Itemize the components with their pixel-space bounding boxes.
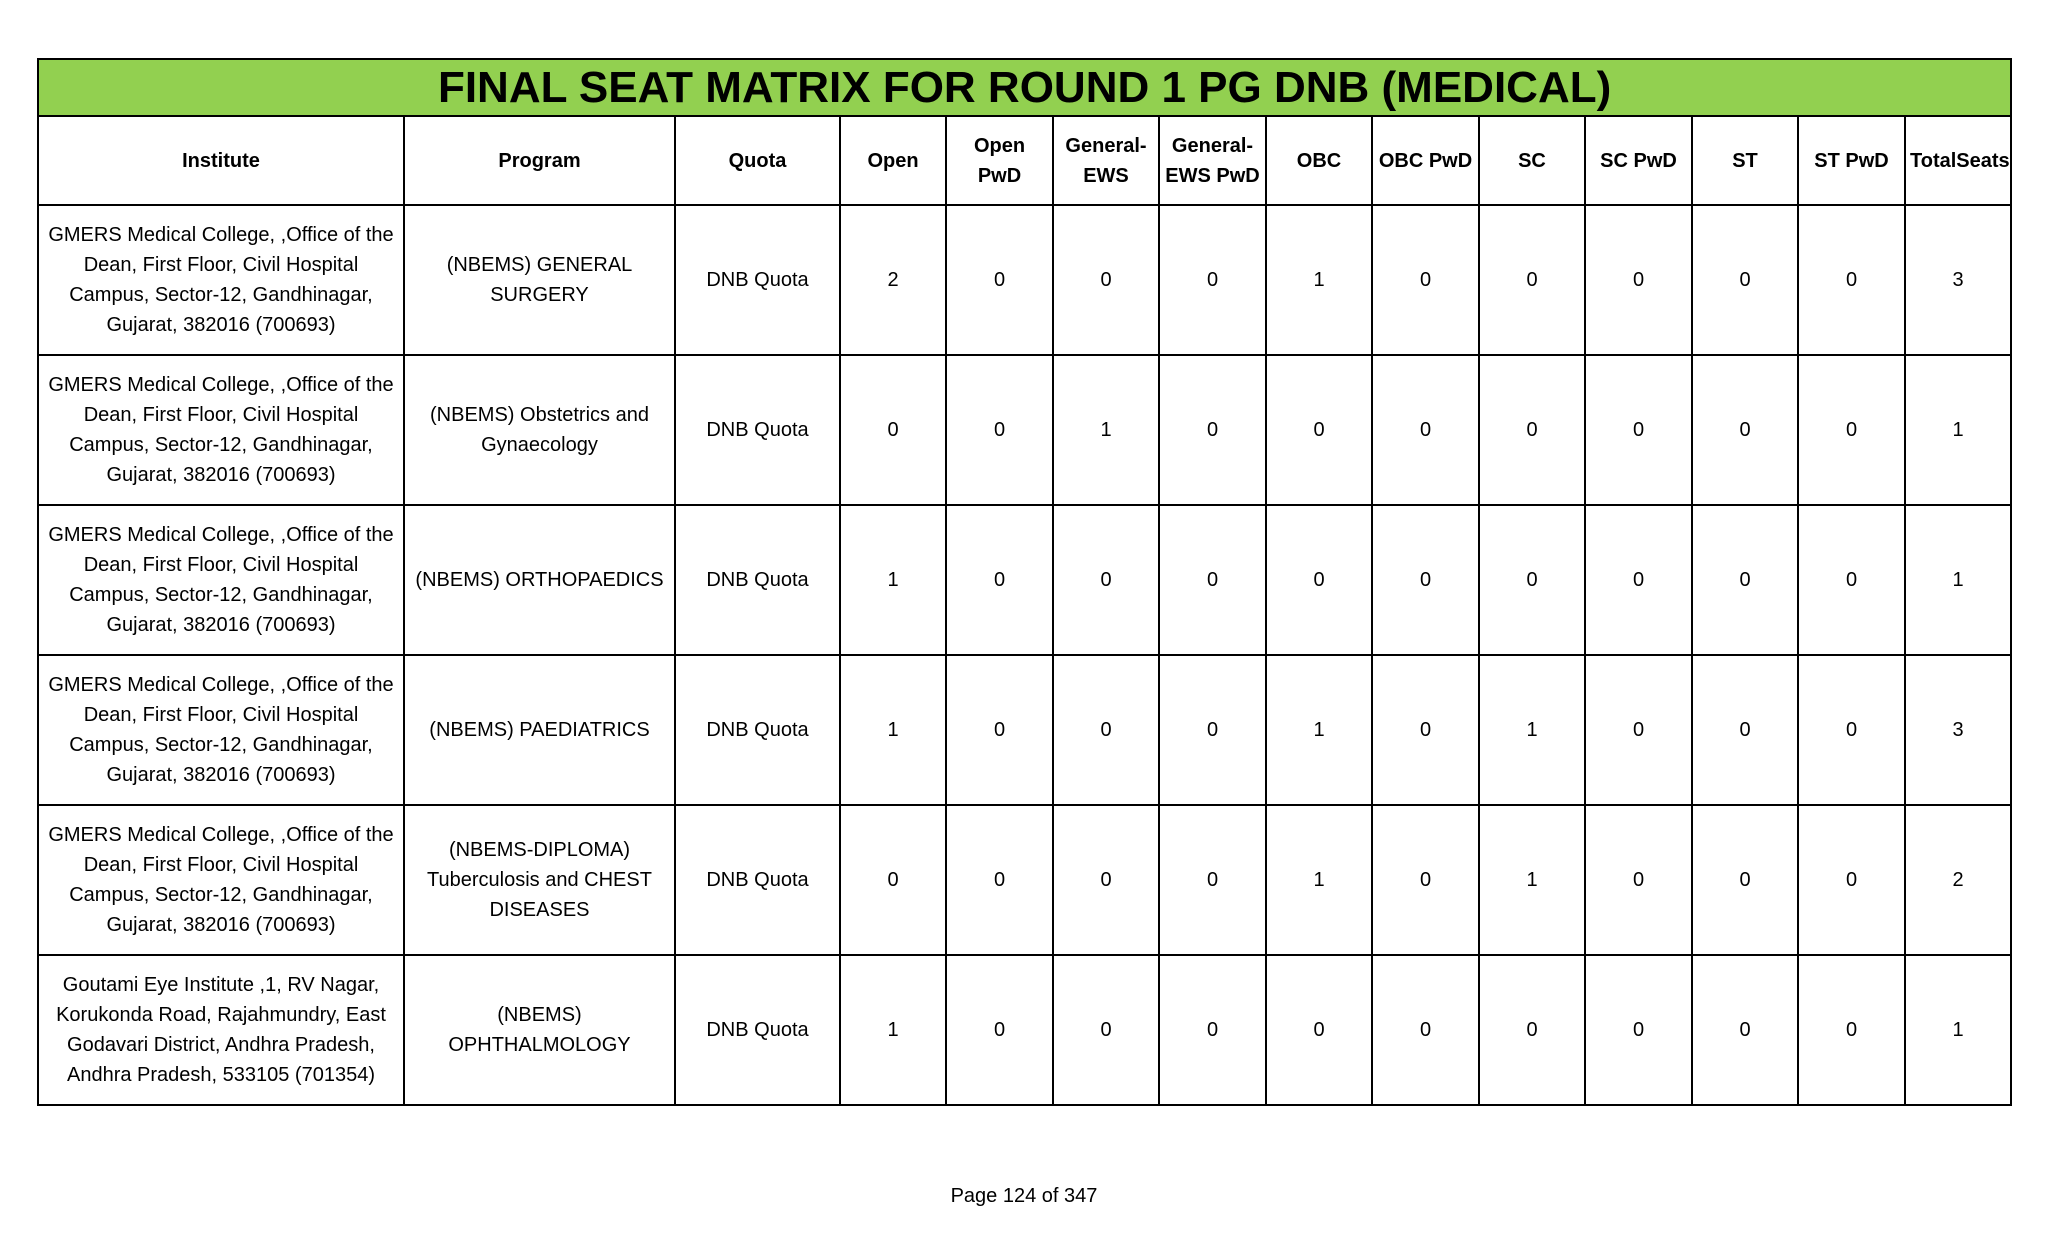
- cell-obc-pwd: 0: [1372, 205, 1479, 355]
- cell-obc-pwd: 0: [1372, 805, 1479, 955]
- cell-program: (NBEMS) ORTHOPAEDICS: [404, 505, 675, 655]
- cell-st: 0: [1692, 655, 1798, 805]
- cell-general-ews: 0: [1053, 805, 1159, 955]
- table-row: [38, 655, 2011, 805]
- cell-st-pwd: 0: [1798, 205, 1905, 355]
- cell-st: 0: [1692, 355, 1798, 505]
- cell-total-seats: 3: [1905, 655, 2011, 805]
- cell-quota: DNB Quota: [675, 655, 840, 805]
- cell-institute: GMERS Medical College, ,Office of the Dean, First Floor, Civil Hospital Campus, Sector-12, Gandhinagar, Gujarat, 382016 (700693): [38, 655, 404, 805]
- cell-obc-pwd: 0: [1372, 505, 1479, 655]
- cell-general-ews-pwd: 0: [1159, 505, 1266, 655]
- cell-obc-pwd: 0: [1372, 355, 1479, 505]
- cell-sc-pwd: 0: [1585, 505, 1692, 655]
- table-row: [38, 205, 2011, 355]
- cell-obc: 1: [1266, 655, 1372, 805]
- cell-st: 0: [1692, 205, 1798, 355]
- cell-institute: GMERS Medical College, ,Office of the Dean, First Floor, Civil Hospital Campus, Sector-12, Gandhinagar, Gujarat, 382016 (700693): [38, 205, 404, 355]
- cell-open-pwd: 0: [946, 805, 1053, 955]
- cell-open: 0: [840, 355, 946, 505]
- cell-sc: 1: [1479, 805, 1585, 955]
- cell-st-pwd: 0: [1798, 505, 1905, 655]
- header-row: [38, 116, 2011, 205]
- cell-sc: 0: [1479, 955, 1585, 1105]
- cell-st: 0: [1692, 805, 1798, 955]
- cell-program: (NBEMS) GENERAL SURGERY: [404, 205, 675, 355]
- cell-obc: 1: [1266, 805, 1372, 955]
- header-sc: SC: [1479, 116, 1585, 205]
- cell-st-pwd: 0: [1798, 805, 1905, 955]
- cell-obc: 0: [1266, 355, 1372, 505]
- cell-institute: Goutami Eye Institute ,1, RV Nagar, Korukonda Road, Rajahmundry, East Godavari District, Andhra Pradesh, Andhra Pradesh, 533105 (701354): [38, 955, 404, 1105]
- cell-sc: 0: [1479, 505, 1585, 655]
- cell-general-ews: 0: [1053, 205, 1159, 355]
- cell-open-pwd: 0: [946, 355, 1053, 505]
- cell-quota: DNB Quota: [675, 205, 840, 355]
- header-sc-pwd: SC PwD: [1585, 116, 1692, 205]
- cell-institute: GMERS Medical College, ,Office of the Dean, First Floor, Civil Hospital Campus, Sector-12, Gandhinagar, Gujarat, 382016 (700693): [38, 355, 404, 505]
- cell-quota: DNB Quota: [675, 355, 840, 505]
- cell-program: (NBEMS) Obstetrics and Gynaecology: [404, 355, 675, 505]
- cell-general-ews: 0: [1053, 955, 1159, 1105]
- header-program: Program: [404, 116, 675, 205]
- cell-general-ews-pwd: 0: [1159, 805, 1266, 955]
- header-obc: OBC: [1266, 116, 1372, 205]
- header-open: Open: [840, 116, 946, 205]
- cell-obc-pwd: 0: [1372, 955, 1479, 1105]
- cell-open: 2: [840, 205, 946, 355]
- cell-total-seats: 1: [1905, 355, 2011, 505]
- cell-open-pwd: 0: [946, 955, 1053, 1105]
- cell-sc-pwd: 0: [1585, 955, 1692, 1105]
- cell-general-ews: 1: [1053, 355, 1159, 505]
- cell-st-pwd: 0: [1798, 655, 1905, 805]
- cell-total-seats: 3: [1905, 205, 2011, 355]
- table-row: [38, 355, 2011, 505]
- table-row: [38, 505, 2011, 655]
- table-row: [38, 955, 2011, 1105]
- title-row: [38, 59, 2011, 116]
- cell-open: 1: [840, 505, 946, 655]
- header-quota: Quota: [675, 116, 840, 205]
- cell-sc: 1: [1479, 655, 1585, 805]
- cell-obc: 0: [1266, 505, 1372, 655]
- table-row: [38, 805, 2011, 955]
- cell-sc: 0: [1479, 205, 1585, 355]
- cell-general-ews: 0: [1053, 505, 1159, 655]
- cell-st-pwd: 0: [1798, 955, 1905, 1105]
- cell-st: 0: [1692, 505, 1798, 655]
- cell-general-ews-pwd: 0: [1159, 655, 1266, 805]
- cell-sc: 0: [1479, 355, 1585, 505]
- cell-open-pwd: 0: [946, 655, 1053, 805]
- header-obc-pwd: OBC PwD: [1372, 116, 1479, 205]
- cell-quota: DNB Quota: [675, 505, 840, 655]
- cell-total-seats: 1: [1905, 955, 2011, 1105]
- cell-st: 0: [1692, 955, 1798, 1105]
- cell-open: 1: [840, 955, 946, 1105]
- cell-open-pwd: 0: [946, 505, 1053, 655]
- cell-open-pwd: 0: [946, 205, 1053, 355]
- cell-st-pwd: 0: [1798, 355, 1905, 505]
- cell-general-ews-pwd: 0: [1159, 355, 1266, 505]
- cell-quota: DNB Quota: [675, 955, 840, 1105]
- cell-open: 1: [840, 655, 946, 805]
- cell-sc-pwd: 0: [1585, 805, 1692, 955]
- cell-institute: GMERS Medical College, ,Office of the Dean, First Floor, Civil Hospital Campus, Sector-12, Gandhinagar, Gujarat, 382016 (700693): [38, 805, 404, 955]
- cell-quota: DNB Quota: [675, 805, 840, 955]
- header-institute: Institute: [38, 116, 404, 205]
- header-general-ews-pwd: General-EWS PwD: [1159, 116, 1266, 205]
- cell-program: (NBEMS) PAEDIATRICS: [404, 655, 675, 805]
- cell-open: 0: [840, 805, 946, 955]
- cell-general-ews: 0: [1053, 655, 1159, 805]
- cell-obc: 0: [1266, 955, 1372, 1105]
- cell-program: (NBEMS) OPHTHALMOLOGY: [404, 955, 675, 1105]
- header-general-ews: General-EWS: [1053, 116, 1159, 205]
- cell-general-ews-pwd: 0: [1159, 955, 1266, 1105]
- cell-total-seats: 2: [1905, 805, 2011, 955]
- cell-obc: 1: [1266, 205, 1372, 355]
- cell-program: (NBEMS-DIPLOMA) Tuberculosis and CHEST DISEASES: [404, 805, 675, 955]
- cell-sc-pwd: 0: [1585, 205, 1692, 355]
- cell-general-ews-pwd: 0: [1159, 205, 1266, 355]
- header-total-seats: TotalSeats: [1905, 116, 2011, 205]
- cell-institute: GMERS Medical College, ,Office of the Dean, First Floor, Civil Hospital Campus, Sector-12, Gandhinagar, Gujarat, 382016 (700693): [38, 505, 404, 655]
- seat-matrix-table: [37, 58, 2012, 1106]
- header-open-pwd: Open PwD: [946, 116, 1053, 205]
- cell-obc-pwd: 0: [1372, 655, 1479, 805]
- header-st: ST: [1692, 116, 1798, 205]
- cell-total-seats: 1: [1905, 505, 2011, 655]
- cell-sc-pwd: 0: [1585, 355, 1692, 505]
- table-title: FINAL SEAT MATRIX FOR ROUND 1 PG DNB (MEDICAL): [38, 59, 2011, 116]
- header-st-pwd: ST PwD: [1798, 116, 1905, 205]
- page-number: Page 124 of 347: [950, 1185, 1098, 1207]
- cell-sc-pwd: 0: [1585, 655, 1692, 805]
